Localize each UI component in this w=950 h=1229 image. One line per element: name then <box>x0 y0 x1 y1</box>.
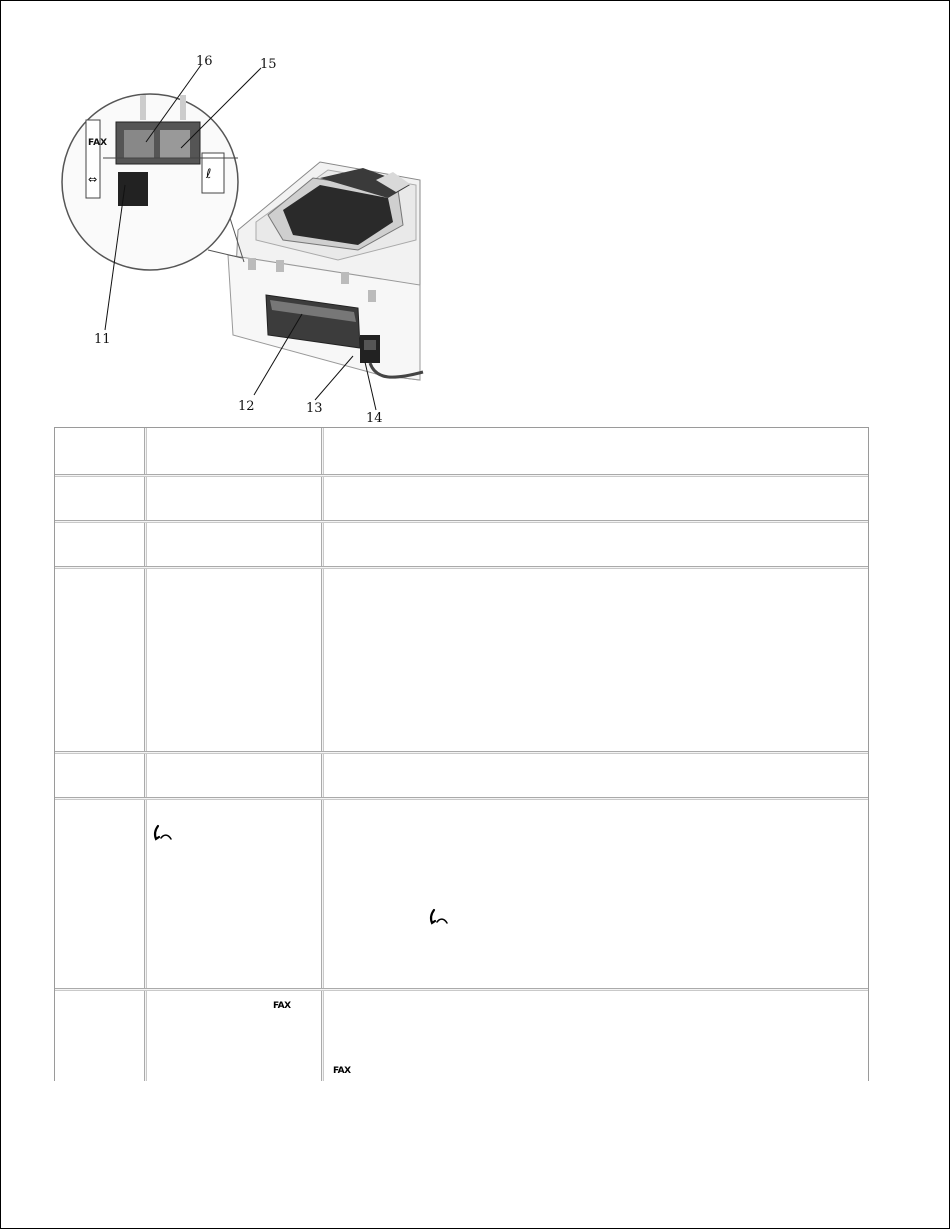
callout-14: 14 <box>366 411 383 425</box>
callout-13: 13 <box>306 401 323 416</box>
callout-16: 16 <box>196 54 213 69</box>
table-row <box>55 569 868 754</box>
parts-table <box>54 427 869 1081</box>
fax-label-icon: FAX <box>333 1066 351 1076</box>
phone-handset-icon <box>427 908 449 928</box>
phone-handset-icon <box>151 824 173 844</box>
printer-rear-illustration <box>58 50 428 425</box>
fax-label-icon: FAX <box>273 1001 291 1011</box>
callout-15: 15 <box>260 57 277 72</box>
callout-11: 11 <box>94 332 111 347</box>
table-row-header <box>55 428 868 477</box>
printer-diagram <box>58 50 428 425</box>
svg-text:FAX: FAX <box>88 138 108 148</box>
table-row-fax-port <box>55 991 868 1081</box>
table-row <box>55 754 868 800</box>
table-row-phone-port <box>55 800 868 991</box>
svg-text:ℓ: ℓ <box>206 167 212 182</box>
table-row <box>55 523 868 569</box>
table-row <box>55 477 868 523</box>
svg-text:⇔: ⇔ <box>88 173 98 186</box>
callout-12: 12 <box>238 399 255 414</box>
